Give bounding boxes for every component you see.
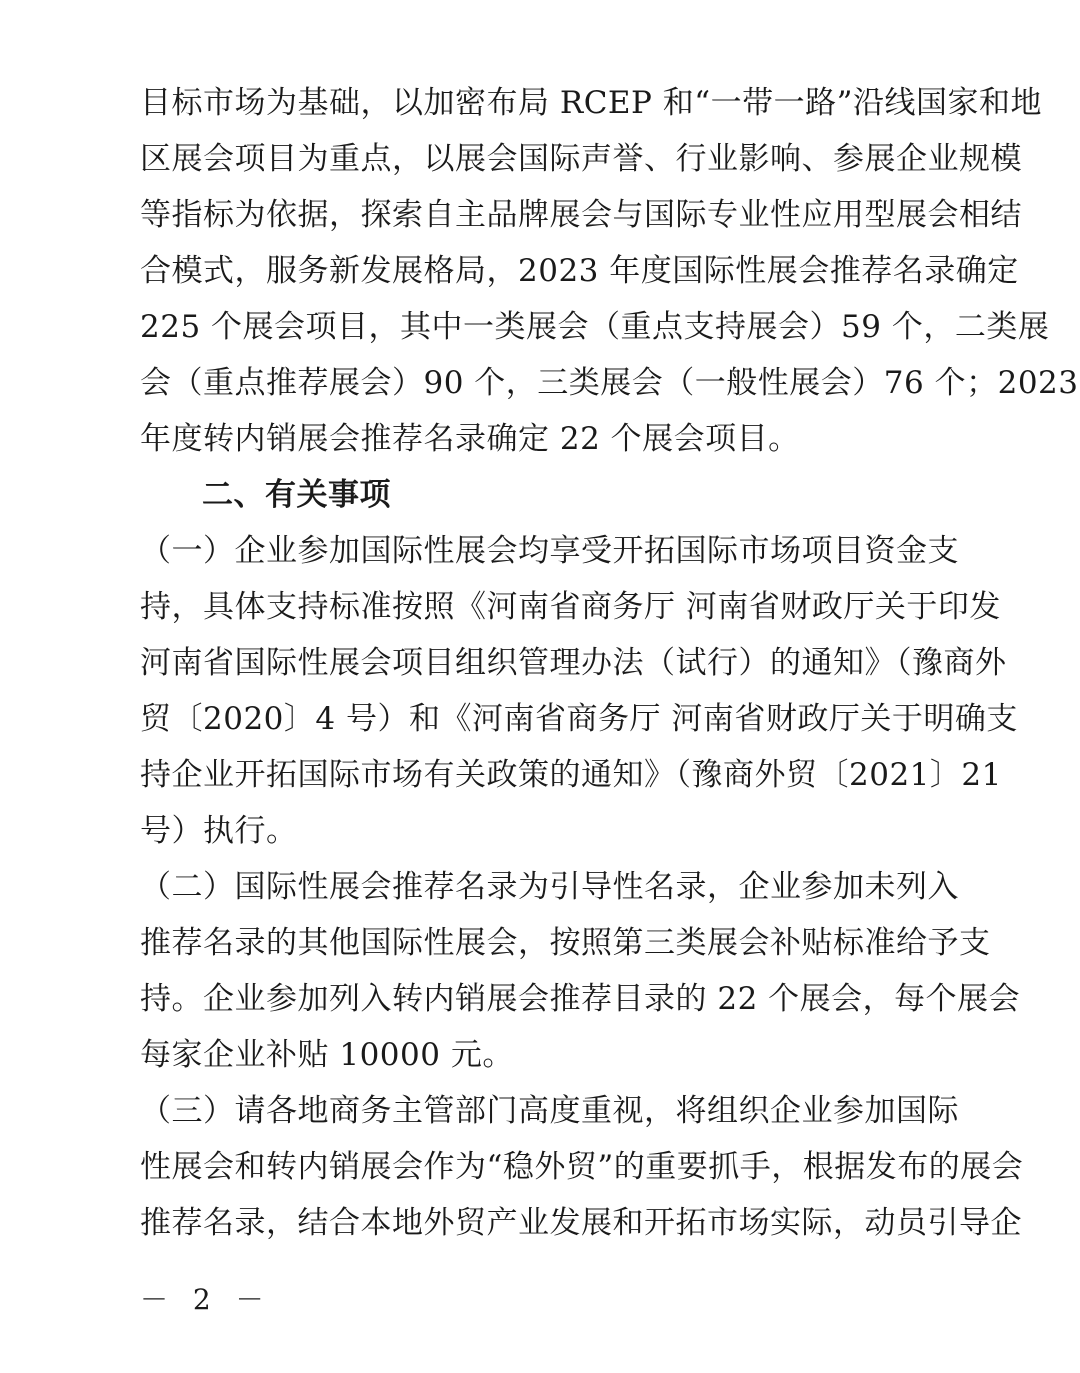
body-text-line: 年度转内销展会推荐名录确定 22 个展会项目。 bbox=[140, 421, 800, 457]
section-heading: 二、有关事项 bbox=[202, 477, 391, 513]
body-text-line: 会（重点推荐展会）90 个，三类展会（一般性展会）76 个；2023 bbox=[140, 365, 1079, 401]
body-text-line: 性展会和转内销展会作为“稳外贸”的重要抓手，根据发布的展会 bbox=[140, 1149, 1024, 1185]
body-text-line: 贸〔2020〕4 号）和《河南省商务厅 河南省财政厅关于明确支 bbox=[140, 701, 1018, 737]
body-text-line: 河南省国际性展会项目组织管理办法（试行）的通知》（豫商外 bbox=[140, 645, 1007, 681]
body-text-line: 推荐名录的其他国际性展会，按照第三类展会补贴标准给予支 bbox=[140, 925, 991, 961]
body-text-line: 目标市场为基础，以加密布局 RCEP 和“一带一路”沿线国家和地 bbox=[140, 85, 1042, 121]
page-number: － 2 － bbox=[140, 1283, 272, 1316]
body-text-line: 等指标为依据，探索自主品牌展会与国际专业性应用型展会相结 bbox=[140, 197, 1022, 233]
body-text-line: （三）请各地商务主管部门高度重视，将组织企业参加国际 bbox=[140, 1093, 959, 1129]
body-text-line: 推荐名录，结合本地外贸产业发展和开拓市场实际，动员引导企 bbox=[140, 1205, 1022, 1241]
document-page bbox=[140, 75, 1079, 1251]
body-text-line: 持企业开拓国际市场有关政策的通知》（豫商外贸〔2021〕21 bbox=[140, 757, 1002, 793]
body-text-line: 区展会项目为重点，以展会国际声誉、行业影响、参展企业规模 bbox=[140, 141, 1022, 177]
body-text-line: （二）国际性展会推荐名录为引导性名录，企业参加未列入 bbox=[140, 869, 959, 905]
body-text-line: 持，具体支持标准按照《河南省商务厅 河南省财政厅关于印发 bbox=[140, 589, 1001, 625]
body-text-line: （一）企业参加国际性展会均享受开拓国际市场项目资金支 bbox=[140, 533, 959, 569]
body-text-line: 合模式，服务新发展格局，2023 年度国际性展会推荐名录确定 bbox=[140, 253, 1019, 289]
body-text-line: 每家企业补贴 10000 元。 bbox=[140, 1037, 514, 1073]
body-text-line: 225 个展会项目，其中一类展会（重点支持展会）59 个，二类展 bbox=[140, 309, 1050, 345]
body-text-line: 持。企业参加列入转内销展会推荐目录的 22 个展会，每个展会 bbox=[140, 981, 1021, 1017]
body-text-line: 号）执行。 bbox=[140, 813, 298, 849]
